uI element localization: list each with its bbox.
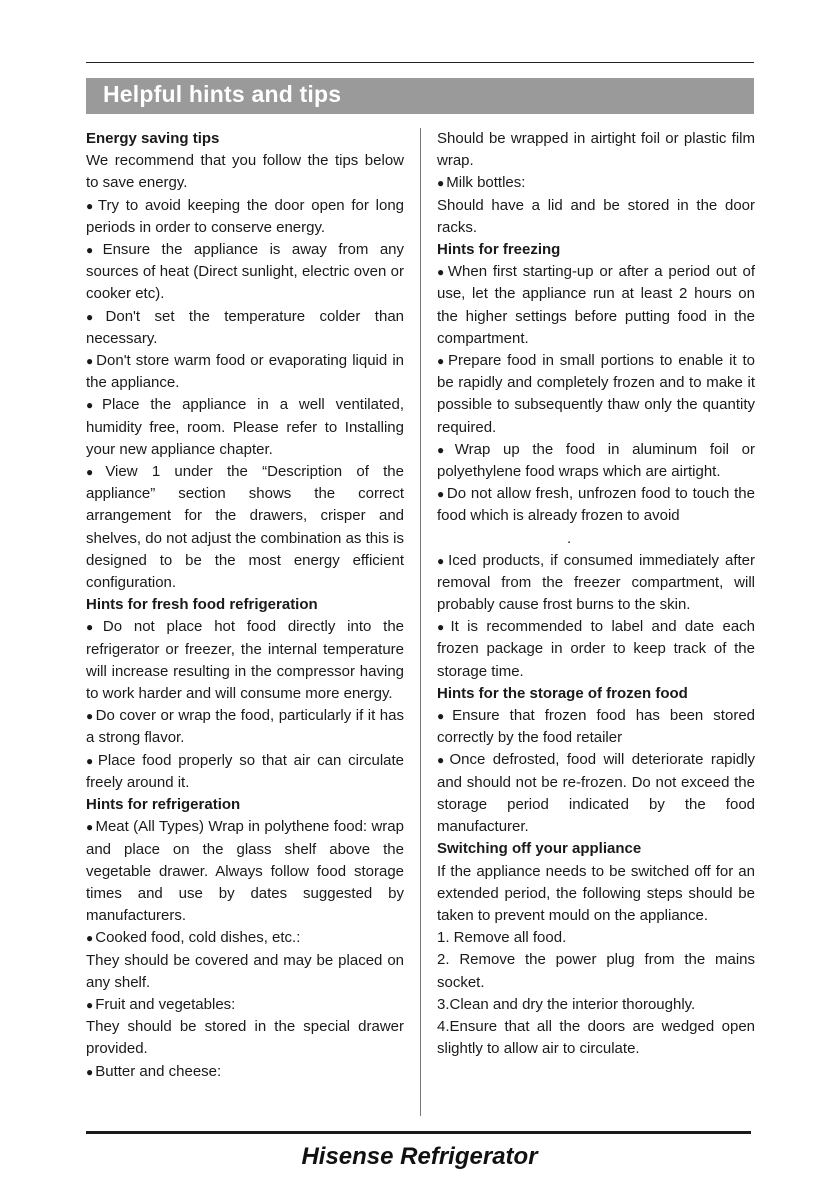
switch-off-heading: Switching off your appliance [437,840,642,858]
stray-dot: . [567,529,572,547]
frozen-storage-tip: ● Ensure that frozen food has been stored correctly by the food retailer [437,705,755,749]
blank-line [437,528,755,550]
freezing-tip: ● Iced products, if consumed immediately after removal from the freezer compartment, will probably cause frost burns to the skin. [437,550,755,617]
freezing-heading: Hints for freezing [437,241,561,259]
fresh-food-heading: Hints for fresh food refrigeration [86,596,318,614]
refrigeration-item-label: ● Milk bottles: [437,172,755,194]
column-divider [420,128,421,1116]
section-title-bar [86,78,754,114]
energy-tip: ● Place the appliance in a well ventilated, humidity free, room. Please refer to Installing your new appliance chapter. [86,394,404,461]
frozen-storage-tip: ● Once defrosted, food will deteriorate rapidly and should not be re-frozen. Do not exceed the storage period indicated by the food manufacturer. [437,749,755,838]
refrigeration-item-label: ● Butter and cheese: [86,1061,404,1083]
fresh-food-tip: ● Place food properly so that air can circulate freely around it. [86,750,404,794]
frozen-storage-heading: Hints for the storage of frozen food [437,684,688,702]
refrigeration-item-text: They should be stored in the special drawer provided. [86,1018,404,1058]
refrigeration-tip-meat: ● Meat (All Types) Wrap in polythene food: wrap and place on the glass shelf above the vegetable drawer. Always follow food storage times and use by dates suggested by manufacturers. [86,816,404,927]
energy-tip: ● Try to avoid keeping the door open for long periods in order to conserve energy. [86,195,404,239]
fresh-food-tip: ● Do not place hot food directly into the refrigerator or freezer, the internal temperature will increase resulting in the compressor having to work harder and will consume more energy. [86,616,404,705]
energy-tip: ● Don't store warm food or evaporating liquid in the appliance. [86,350,404,394]
top-rule [86,62,754,63]
right-column [437,128,755,1060]
switch-off-step: 2. Remove the power plug from the mains socket. [437,951,755,991]
refrigeration-item-text: Should have a lid and be stored in the door racks. [437,196,755,236]
fresh-food-tip: ● Do cover or wrap the food, particularly if it has a strong flavor. [86,705,404,749]
left-column [86,128,404,1083]
switch-off-step: 4.Ensure that all the doors are wedged open slightly to allow air to circulate. [437,1017,755,1058]
bottom-rule [86,1131,751,1134]
switch-off-step: 3.Clean and dry the interior thoroughly. [437,995,696,1013]
switch-off-intro: If the appliance needs to be switched off for an extended period, the following steps should be taken to prevent mould on the appliance. [437,862,755,924]
refrigeration-heading: Hints for refrigeration [86,796,241,814]
refrigeration-item-text: Should be wrapped in airtight foil or plastic film wrap. [437,130,755,170]
switch-off-step: 1. Remove all food. [437,929,567,947]
energy-tip: ● View 1 under the “Description of the appliance” section shows the correct arrangement for the drawers, crisper and shelves, do not adjust the combination as this is designed to be the most energy efficient configuration. [86,461,404,594]
freezing-tip: ● Do not allow fresh, unfrozen food to touch the food which is already frozen to avoid [437,483,755,527]
section-title: Helpful hints and tips [103,81,342,107]
refrigeration-item-label: ● Fruit and vegetables: [86,994,404,1016]
energy-intro: We recommend that you follow the tips below to save energy. [86,152,404,192]
energy-tip: ● Don't set the temperature colder than necessary. [86,306,404,350]
freezing-tip: ● Prepare food in small portions to enable it to be rapidly and completely frozen and to make it possible to subsequently thaw only the quantity required. [437,350,755,439]
energy-heading: Energy saving tips [86,130,220,147]
brand-footer: Hisense Refrigerator [301,1143,538,1170]
refrigeration-item-label: ● Cooked food, cold dishes, etc.: [86,927,404,949]
freezing-tip: ● It is recommended to label and date each frozen package in order to keep track of the storage time. [437,616,755,683]
refrigeration-item-text: They should be covered and may be placed on any shelf. [86,951,404,991]
energy-tip: ● Ensure the appliance is away from any sources of heat (Direct sunlight, electric oven or cooker etc). [86,239,404,306]
freezing-tip: ● When first starting-up or after a period out of use, let the appliance run at least 2 hours on the higher settings before putting food in the compartment. [437,261,755,350]
freezing-tip: ● Wrap up the food in aluminum foil or polyethylene food wraps which are airtight. [437,439,755,483]
